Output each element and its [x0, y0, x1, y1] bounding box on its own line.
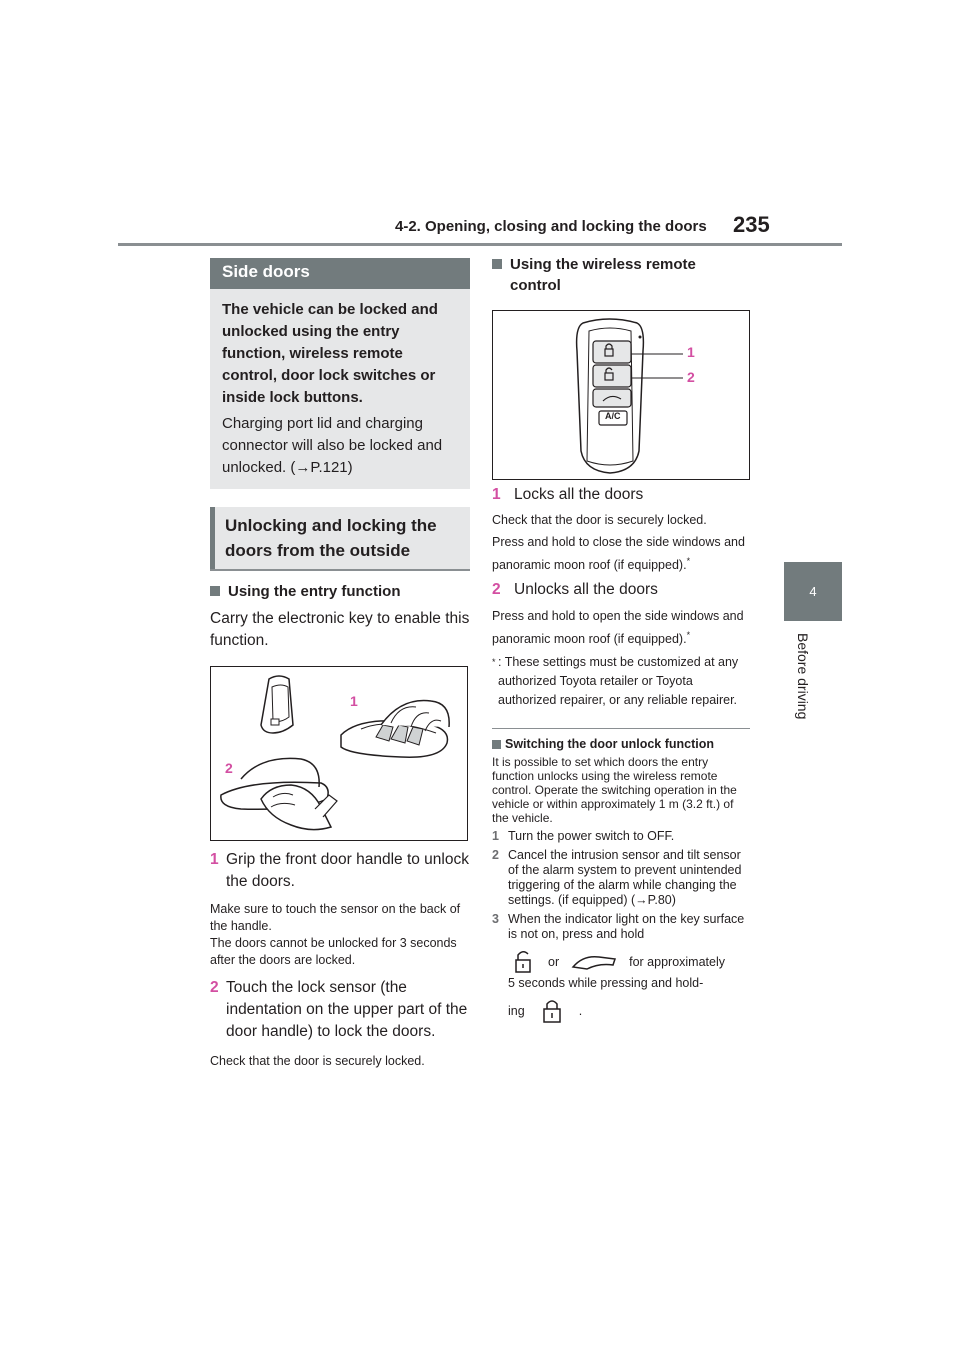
wireless-step-1 — [492, 484, 750, 506]
step-text: Turn the power switch to OFF. — [508, 829, 675, 844]
heading-switching — [492, 737, 750, 751]
inline-seconds: 5 seconds while pressing and hold- — [508, 976, 704, 991]
unlock-icon — [508, 948, 538, 976]
subsection-rule — [210, 569, 470, 571]
step-2-note-text: Press and hold to open the side windows and panoramic moon roof (if equipped). — [492, 609, 744, 647]
switching-step-3 — [492, 912, 750, 942]
page-number: 235 — [733, 212, 770, 237]
footnote-asterisk: * — [492, 657, 496, 668]
entry-function-text: Carry the electronic key to enable this function. — [210, 610, 470, 649]
step-2-note — [492, 607, 750, 649]
entry-step-1 — [210, 849, 470, 893]
square-bullet-icon — [492, 740, 501, 749]
heading-wireless-remote-text: Using the wireless remote control — [510, 256, 696, 294]
step-number: 1 — [492, 829, 499, 844]
step-text: Touch the lock sensor (the indentation on the upper part of the door handle) to lock the doors. — [226, 979, 468, 1040]
step-1-note-a: Check that the door is securely locked. — [492, 513, 707, 527]
step-2-note: Check that the door is securely locked. — [210, 1054, 425, 1068]
step-1-note-b — [492, 533, 750, 575]
step-number: 2 — [210, 979, 219, 996]
entry-function-figure — [210, 666, 468, 841]
step-text: Locks all the doors — [514, 486, 644, 503]
inline-for: for approximately — [629, 955, 725, 970]
subsection-title-outside: Unlocking and locking the doors from the outside — [210, 507, 470, 569]
header-rule — [118, 243, 842, 246]
heading-entry-function — [210, 581, 470, 602]
left-column — [210, 258, 470, 1070]
inline-period: . — [578, 1004, 583, 1019]
step-number: 1 — [210, 851, 219, 868]
door-handle-illustration — [211, 667, 467, 840]
step-number: 2 — [492, 581, 501, 599]
square-bullet-icon — [492, 259, 502, 269]
ac-button-label: A/C — [605, 411, 621, 421]
heading-switching-text: Switching the door unlock function — [505, 737, 715, 752]
step-text: When the indicator light on the key surface is not on, press and hold — [508, 912, 745, 942]
step-1-note-a: Make sure to touch the sensor on the back of the handle. — [210, 902, 461, 933]
heading-wireless-remote — [492, 254, 750, 296]
heading-entry-function-text: Using the entry function — [228, 583, 401, 600]
callout-2: 2 — [225, 760, 233, 776]
intro-normal-text: Charging port lid and charging connector will also be locked and unlocked. (→P.121) — [222, 415, 443, 476]
step-text: Unlocks all the doors — [514, 581, 658, 599]
section-title-side-doors: Side doors — [210, 258, 470, 289]
step-1-note-b-text: Press and hold to close the side windows and panoramic moon roof (if equipped). — [492, 535, 745, 573]
inline-or: or — [548, 955, 560, 970]
footnote-text: : These settings must be customized at any authorized Toyota retailer or Toyota authorized repairer, or any reliable repairer. — [498, 655, 739, 708]
switching-step-1 — [492, 829, 750, 844]
divider — [492, 728, 750, 729]
inline-ing-line — [508, 997, 750, 1025]
intro-bold-text: The vehicle can be locked and unlocked using the entry function, wireless remote control, door lock switches or inside lock buttons. — [222, 301, 438, 406]
chapter-label: Before driving — [795, 633, 811, 720]
callout-1: 1 — [687, 344, 695, 360]
footnote-mark: * — [686, 630, 691, 641]
switching-intro: It is possible to set which doors the entry function unlocks using the wireless remote control. Operate the switching operation in the vehicle or within approximately 1 m (3.2 ft.) of the vehicle. — [492, 755, 737, 826]
step-1-note-b: The doors cannot be unlocked for 3 seconds after the doors are locked. — [210, 936, 457, 967]
back-door-icon — [569, 951, 619, 973]
header-section-title: 4-2. Opening, closing and locking the doors — [395, 218, 707, 235]
chapter-side-label — [795, 633, 815, 753]
footnote-mark: * — [686, 556, 691, 566]
switching-step-2 — [492, 848, 750, 908]
callout-1: 1 — [350, 693, 358, 709]
step-text: Cancel the intrusion sensor and tilt sensor of the alarm system to prevent unintended triggering of the alarm while changing the settings. (if equipped) (→P.80) — [508, 848, 742, 908]
door-handle-bottom-icon — [221, 758, 337, 829]
chapter-tab[interactable]: 4 — [784, 562, 842, 621]
wireless-step-2 — [492, 579, 750, 601]
square-bullet-icon — [210, 586, 220, 596]
key-fob-illustration — [493, 311, 749, 479]
inline-icon-line — [508, 948, 750, 976]
step-number: 2 — [492, 848, 499, 863]
step-number: 1 — [492, 486, 501, 503]
callout-2: 2 — [687, 369, 695, 385]
footnote — [492, 653, 750, 710]
entry-step-2 — [210, 977, 470, 1043]
step-text: Grip the front door handle to unlock the doors. — [226, 851, 469, 890]
inline-ing: ing — [508, 1004, 525, 1019]
right-column — [492, 254, 750, 1025]
lock-icon — [539, 997, 565, 1025]
wireless-remote-figure — [492, 310, 750, 480]
step-number: 3 — [492, 912, 499, 927]
key-fob-icon — [261, 676, 293, 733]
door-handle-top-icon — [341, 701, 449, 758]
intro-box — [210, 289, 470, 489]
